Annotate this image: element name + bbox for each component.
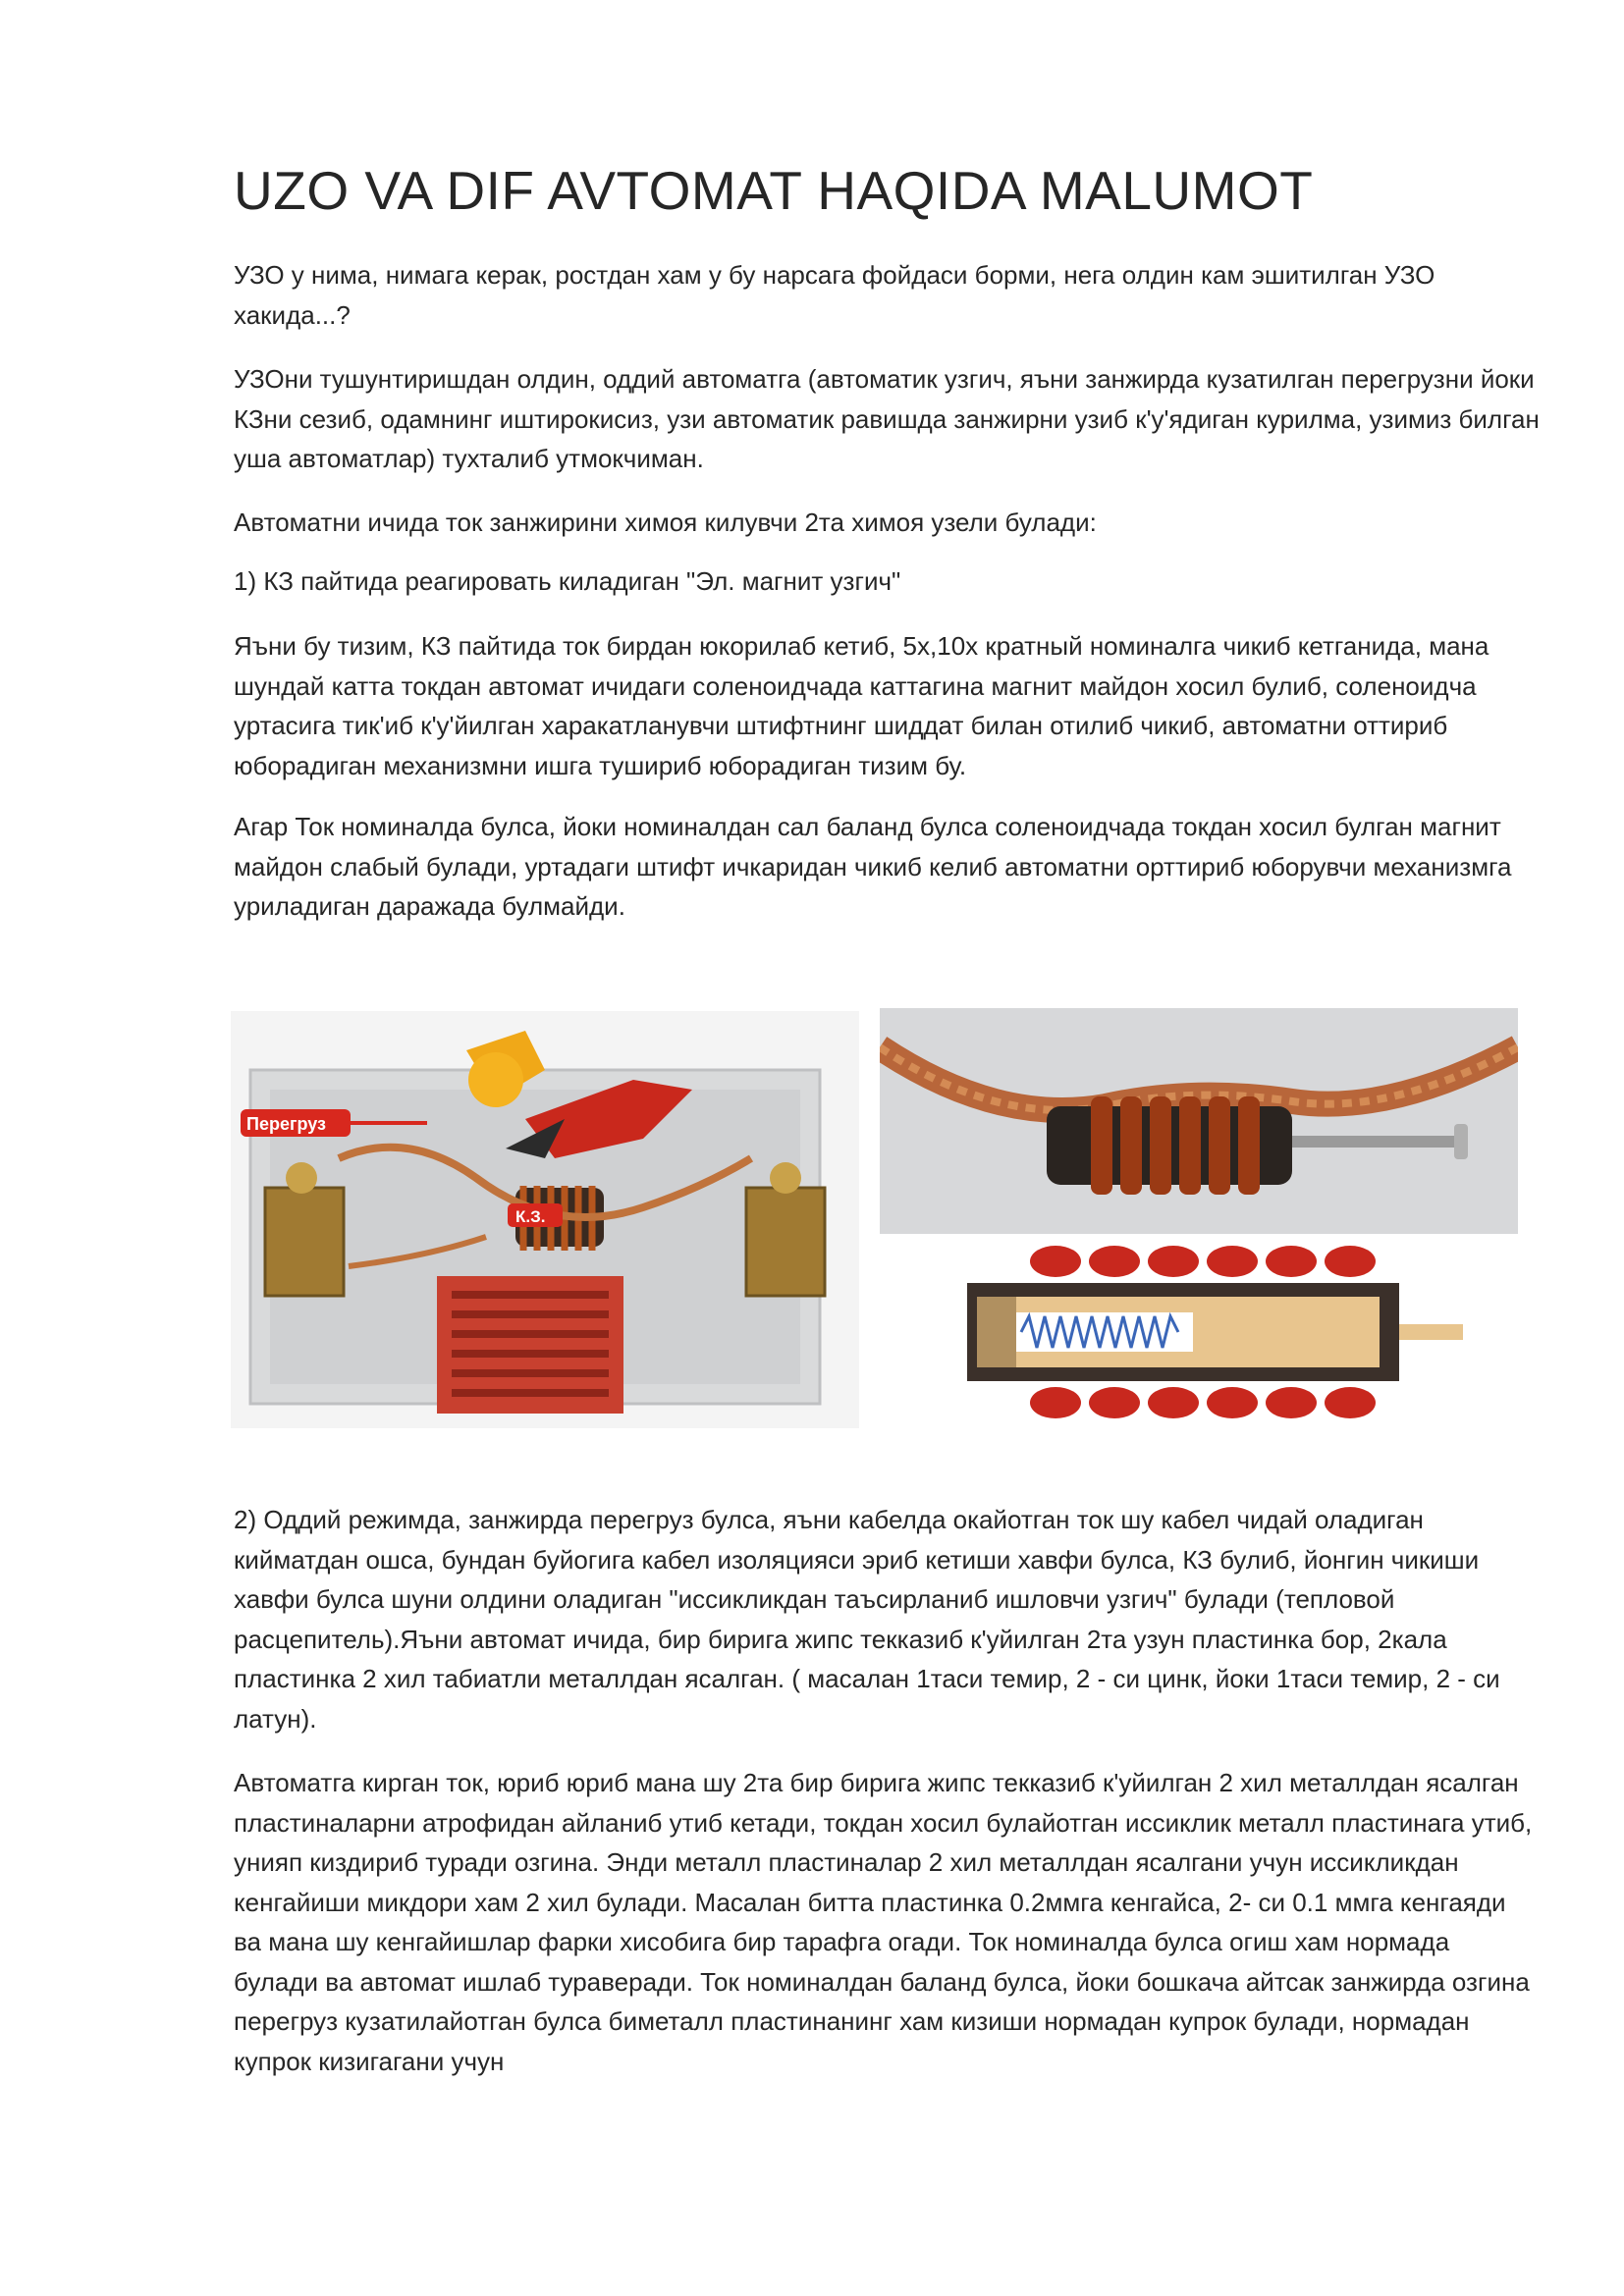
paragraph-7: 2) Оддий режимда, занжирда перегруз булса, яъни кабелда окайотган ток шу кабел чидай оладиган кийматдан ошса, бундан буйогига кабел изоляцияси эриб кетиши хавфи булса, КЗ булиб, йонгин чикиши хавфи булса шуни олдини оладиган "иссикликдан таъсирланиб ишловчи узгич" булади (тепловой расцепитель).Яъни автомат ичида, бир бирига жипс текказиб к'уйилган 2та узун пластинка бор, 2кала пластинка 2 хил табиатли металлдан ясалган. ( масалан 1таси темир, 2 - си цинк, йоки 1таси темир, 2 - си латун).	[234, 1505, 1500, 1734]
paragraph-1: УЗО у нима, нимага керак, ростдан хам у бу нарсага фойдаси борми, нега олдин кам эшитилган УЗО хакида...?	[234, 260, 1435, 330]
solenoid-diagram	[957, 1240, 1468, 1424]
page-title: UZO VA DIF AVTOMAT HAQIDA MALUMOT	[234, 160, 1314, 221]
paragraph-5: Яъни бу тизим, КЗ пайтида ток бирдан юкорилаб кетиб, 5х,10х кратный номиналга чикиб кетганида, мана шундай катта токдан автомат ичидаги соленоидчада каттагина магнит майдон хосил булиб, соленоидча уртасига тик'иб к'у'йилган харакатланувчи штифтнинг шиддат билан отилиб чикиб, автоматни оттириб юборадиган механизмни ишга тушириб юборадиган тизим бу.	[234, 631, 1489, 780]
overload-label: Перегруз	[246, 1114, 326, 1134]
paragraph-4: 1) КЗ пайтида реагировать киладиган "Эл. магнит узгич"	[234, 566, 901, 596]
solenoid-photo-illustration	[880, 1008, 1518, 1234]
paragraph-3: Автоматни ичида ток занжирини химоя килувчи 2та химоя узели булади:	[234, 507, 1097, 537]
solenoid-coil-photo	[880, 1008, 1518, 1234]
breaker-internals-photo	[231, 1011, 859, 1428]
paragraph-8: Автоматга кирган ток, юриб юриб мана шу 2та бир бирига жипс текказиб к'уйилган 2 хил металлдан ясалган пластиналарни атрофидан айланиб утиб кетади, токдан хосил булайотган иссиклик металл пластинага утиб, унияп киздириб туради озгина. Энди металл пластиналар 2 хил металлдан ясалгани учун иссикликдан кенгайиши микдори хам 2 хил булади. Масалан битта пластинка 0.2ммга кенгайса, 2- си 0.1 ммга кенгаяди ва мана шу кенгайишлар фарки хисобига бир тарафга огади. Ток номиналда булса огиш хам нормада булади ва автомат ишлаб тураверади. Ток номиналдан баланд булса, йоки бошкача айтсак занжирда озгина перегруз кузатилайотган булса биметалл пластинанинг хам кизиши нормадан купрок булади, нормадан купрок кизигагани учун	[234, 1768, 1533, 2076]
short-circuit-label: К.З.	[515, 1207, 546, 1226]
paragraph-2: УЗОни тушунтиришдан олдин, оддий автоматга (автоматик узгич, яъни занжирда кузатилган перегрузни йоки КЗни сезиб, одамнинг иштирокисиз, узи автоматик равишда занжирни узиб к'у'ядиган курилма, узимиз билган уша автоматлар) тухталиб утмокчиман.	[234, 364, 1540, 473]
paragraph-6: Агар Ток номиналда булса, йоки номиналдан сал баланд булса соленоидчада токдан хосил булган магнит майдон слабый булади, уртадаги штифт ичкаридан чикиб келиб автоматни орттириб юборувчи механизмга уриладиган даражада булмайди.	[234, 812, 1512, 921]
solenoid-cross-section	[957, 1240, 1468, 1424]
breaker-illustration	[231, 1011, 859, 1428]
